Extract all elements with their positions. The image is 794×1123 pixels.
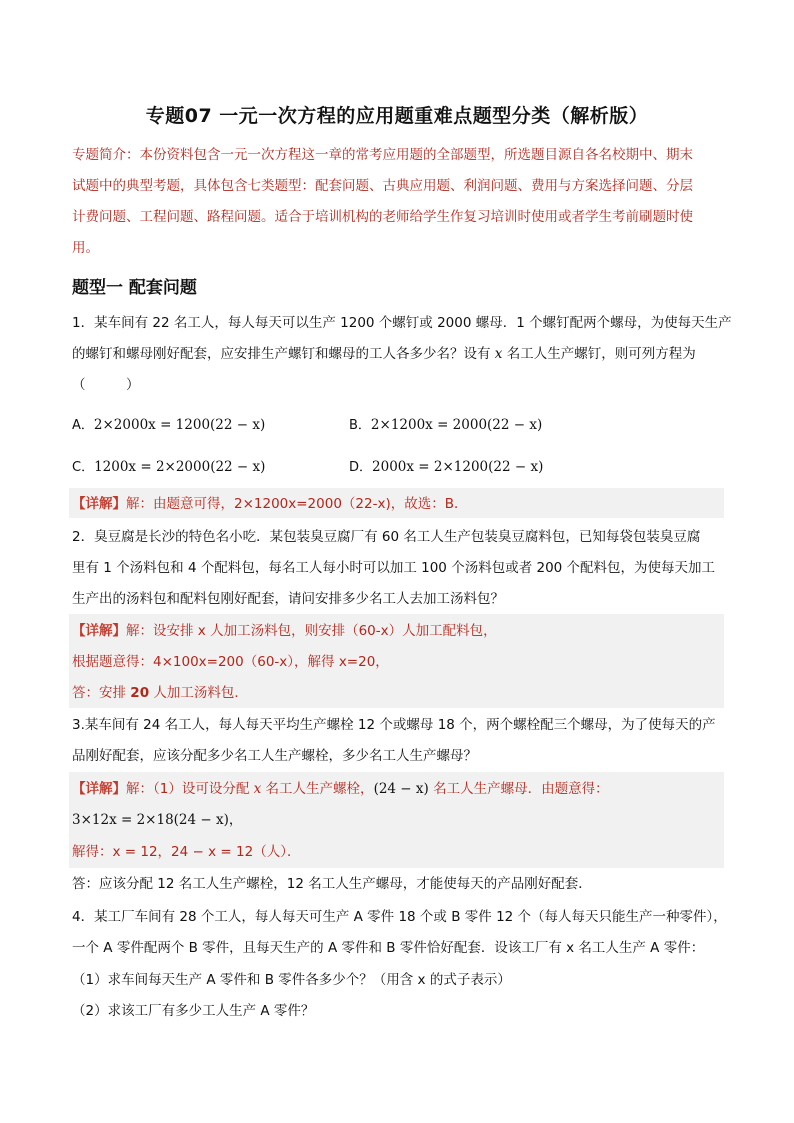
question-2-text: 2．臭豆腐是长沙的特色名小吃．某包装臭豆腐厂有 60 名工人生产包装臭豆腐料包，已知每袋包装臭豆腐 bbox=[72, 529, 701, 545]
question-2-answer: 答：安排 20 人加工汤料包． bbox=[72, 685, 248, 701]
question-3-answer: 【详解】解：（1）设可设分配 x 名工人生产螺栓，(24 − x) 名工人生产螺母．由题意得： bbox=[72, 781, 609, 797]
question-2-answer: 【详解】解：设安排 x 人加工汤料包，则安排（60-x）人加工配料包， bbox=[72, 623, 497, 639]
question-3-text: 品刚好配套，应该分配多少名工人生产螺栓，多少名工人生产螺母？ bbox=[72, 748, 477, 764]
question-4-sub1: （1）求车间每天生产 A 零件和 B 零件各多少个？（用含 x 的式子表示） bbox=[72, 972, 511, 988]
option-b: B．2×1200x = 2000(22 − x) bbox=[349, 417, 543, 433]
option-a: A．2×2000x = 1200(22 − x) bbox=[72, 417, 266, 433]
question-3-equation: 3×12x = 2×18(24 − x)， bbox=[72, 812, 243, 828]
question-1-text: 的螺钉和螺母刚好配套，应安排生产螺钉和螺母的工人各多少名？设有 x 名工人生产螺钉，则可列方程为 bbox=[72, 346, 696, 362]
option-c: C．1200x = 2×2000(22 − x) bbox=[72, 459, 266, 475]
question-2-answer: 根据题意得：4×100x=200（60-x），解得 x=20， bbox=[72, 654, 389, 670]
page-title: 专题07 一元一次方程的应用题重难点题型分类（解析版） bbox=[145, 105, 649, 127]
question-1-blank: （ ） bbox=[72, 377, 140, 393]
intro-line: 用。 bbox=[72, 240, 99, 256]
question-3-solution: 解得：x = 12，24 − x = 12（人）． bbox=[72, 844, 301, 860]
intro-line: 试题中的典型考题，具体包含七类题型：配套问题、古典应用题、利润问题、费用与方案选择问题、分层 bbox=[72, 178, 693, 194]
question-3-text: 3.某车间有 24 名工人，每人每天平均生产螺栓 12 个或螺母 18 个，两个螺栓配三个螺母，为了使每天的产 bbox=[72, 717, 716, 733]
question-2-text: 里有 1 个汤料包和 4 个配料包，每名工人每小时可以加工 100 个汤料包或者 200 个配料包，为使每天加工 bbox=[72, 560, 716, 576]
question-4-text: 一个 A 零件配两个 B 零件，且每天生产的 A 零件和 B 零件恰好配套．设该工厂有 x 名工人生产 A 零件： bbox=[72, 940, 705, 956]
question-4-sub2: （2）求该工厂有多少工人生产 A 零件？ bbox=[72, 1003, 315, 1019]
option-d: D．2000x = 2×1200(22 − x) bbox=[349, 459, 544, 475]
question-4-text: 4．某工厂车间有 28 个工人，每人每天可生产 A 零件 18 个或 B 零件 12 个（每人每天只能生产一种零件）， bbox=[72, 909, 727, 925]
question-3-conclusion: 答：应该分配 12 名工人生产螺栓，12 名工人生产螺母，才能使每天的产品刚好配套． bbox=[72, 876, 592, 892]
question-2-text: 生产出的汤料包和配料包刚好配套，请问安排多少名工人去加工汤料包？ bbox=[72, 591, 504, 607]
intro-line: 专题简介：本份资料包含一元一次方程这一章的常考应用题的全部题型，所选题目源自各名校期中、期末 bbox=[72, 147, 693, 163]
section-heading: 题型一 配套问题 bbox=[72, 278, 197, 298]
question-1-answer: 【详解】解：由题意可得，2×1200x=2000（22-x)，故选：B． bbox=[72, 496, 468, 512]
question-1-text: 1．某车间有 22 名工人，每人每天可以生产 1200 个螺钉或 2000 螺母．1 个螺钉配两个螺母，为使每天生产 bbox=[72, 315, 732, 331]
intro-line: 计费问题、工程问题、路程问题。适合于培训机构的老师给学生作复习培训时使用或者学生考前刷题时使 bbox=[72, 209, 693, 225]
